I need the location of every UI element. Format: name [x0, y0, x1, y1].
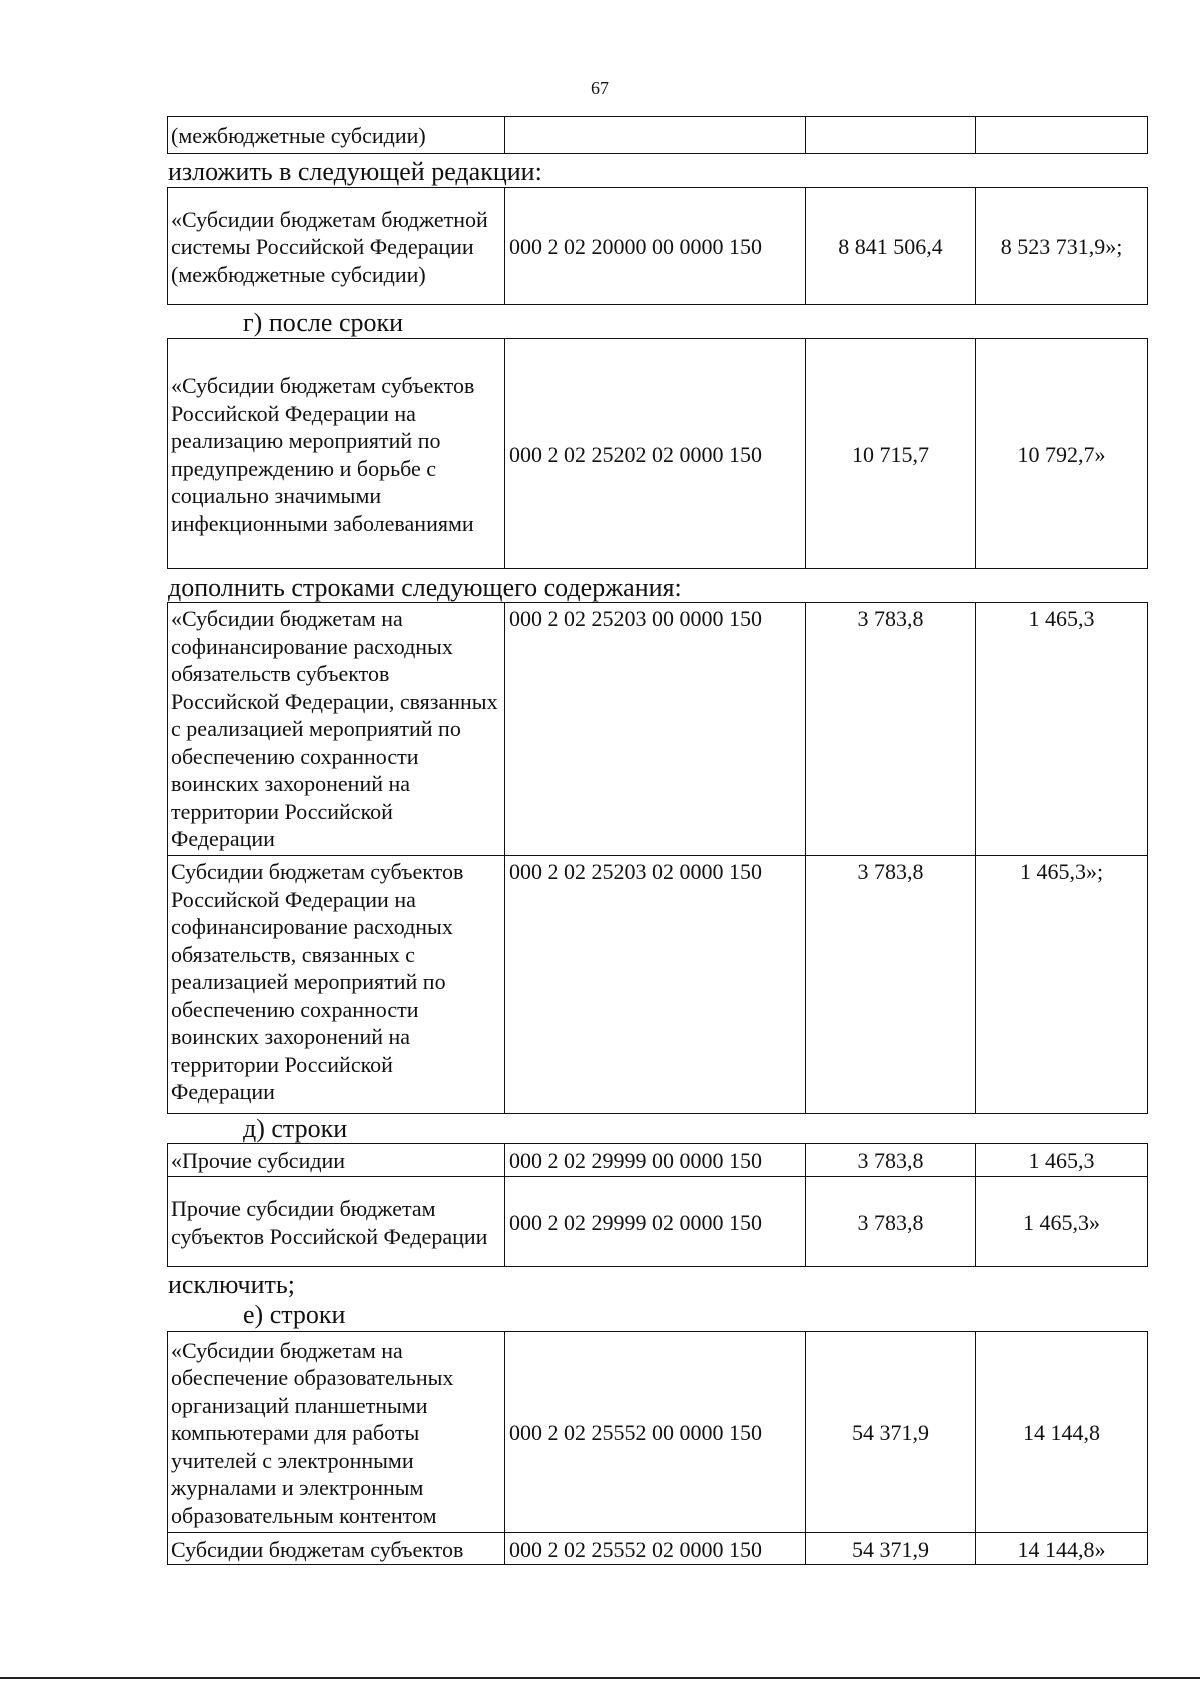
row-code: 000 2 02 25552 02 0000 150: [505, 1533, 806, 1565]
table-row: [168, 603, 1148, 856]
table-row: [168, 1332, 1148, 1533]
table-b: [167, 187, 1148, 305]
row-name: «Субсидии бюджетам бюджетной системы Российской Федерации (межбюджетные субсидии): [168, 188, 505, 305]
row-value-1: 8 841 506,4: [806, 188, 976, 305]
row-value-1: 3 783,8: [806, 856, 976, 1114]
table-row: [168, 1144, 1148, 1177]
row-code: 000 2 02 25552 00 0000 150: [505, 1332, 806, 1533]
row-value-1: 3 783,8: [806, 603, 976, 856]
row-value-2: [976, 117, 1148, 154]
phrase-after-row: г) после сроки: [243, 308, 404, 337]
row-value-1: 54 371,9: [806, 1533, 976, 1565]
page-number: 67: [591, 78, 609, 98]
table-row: [168, 1533, 1148, 1565]
row-name: «Субсидии бюджетам на обеспечение образовательных организаций планшетными компьютерами для работы учителей с электронными журналами и электронным образовательным контентом: [168, 1332, 505, 1533]
row-value-2: 10 792,7»: [976, 339, 1148, 569]
row-value-1: [806, 117, 976, 154]
row-code: 000 2 02 29999 02 0000 150: [505, 1177, 806, 1267]
row-code: 000 2 02 25202 02 0000 150: [505, 339, 806, 569]
row-value-1: 3 783,8: [806, 1177, 976, 1267]
row-name: (межбюджетные субсидии): [168, 117, 505, 154]
row-code: 000 2 02 25203 02 0000 150: [505, 856, 806, 1114]
row-code: [505, 117, 806, 154]
table-row: [168, 856, 1148, 1114]
row-name: «Прочие субсидии: [168, 1144, 505, 1177]
table-c: [167, 338, 1148, 569]
row-name: Прочие субсидии бюджетам субъектов Российской Федерации: [168, 1177, 505, 1267]
row-code: 000 2 02 20000 00 0000 150: [505, 188, 806, 305]
page-bottom-rule: [0, 1677, 1200, 1679]
phrase-rows-e: е) строки: [243, 1300, 346, 1329]
table-e: [167, 1143, 1148, 1267]
row-value-2: 14 144,8: [976, 1332, 1148, 1533]
row-name: «Субсидии бюджетам на софинансирование расходных обязательств субъектов Российской Федерации, связанных с реализацией мероприятий по обеспечению сохранности воинских захоронений на территории Российской Федерации: [168, 603, 505, 856]
phrase-exclude: исключить;: [168, 1270, 295, 1299]
row-value-1: 54 371,9: [806, 1332, 976, 1533]
table-row: [168, 188, 1148, 305]
row-name: «Субсидии бюджетам субъектов Российской Федерации на реализацию мероприятий по предупреждению и борьбе с социально значимыми инфекционными заболеваниями: [168, 339, 505, 569]
phrase-amend: изложить в следующей редакции:: [168, 157, 542, 186]
row-value-2: 1 465,3»;: [976, 856, 1148, 1114]
row-value-2: 8 523 731,9»;: [976, 188, 1148, 305]
table-row: [168, 339, 1148, 569]
table-a: [167, 116, 1148, 154]
table-row: [168, 117, 1148, 154]
row-name: Субсидии бюджетам субъектов Российской Федерации на софинансирование расходных обязательств, связанных с реализацией мероприятий по обеспечению сохранности воинских захоронений на территории Российской Федерации: [168, 856, 505, 1114]
phrase-rows-d: д) строки: [243, 1114, 348, 1143]
row-code: 000 2 02 29999 00 0000 150: [505, 1144, 806, 1177]
row-code: 000 2 02 25203 00 0000 150: [505, 603, 806, 856]
row-value-2: 1 465,3: [976, 603, 1148, 856]
row-value-2: 14 144,8»: [976, 1533, 1148, 1565]
row-value-1: 10 715,7: [806, 339, 976, 569]
row-value-2: 1 465,3»: [976, 1177, 1148, 1267]
row-name: Субсидии бюджетам субъектов: [168, 1533, 505, 1565]
row-value-1: 3 783,8: [806, 1144, 976, 1177]
table-row: [168, 1177, 1148, 1267]
row-value-2: 1 465,3: [976, 1144, 1148, 1177]
table-f: [167, 1331, 1148, 1565]
phrase-add-rows: дополнить строками следующего содержания:: [168, 573, 682, 602]
table-d: [167, 602, 1148, 1114]
